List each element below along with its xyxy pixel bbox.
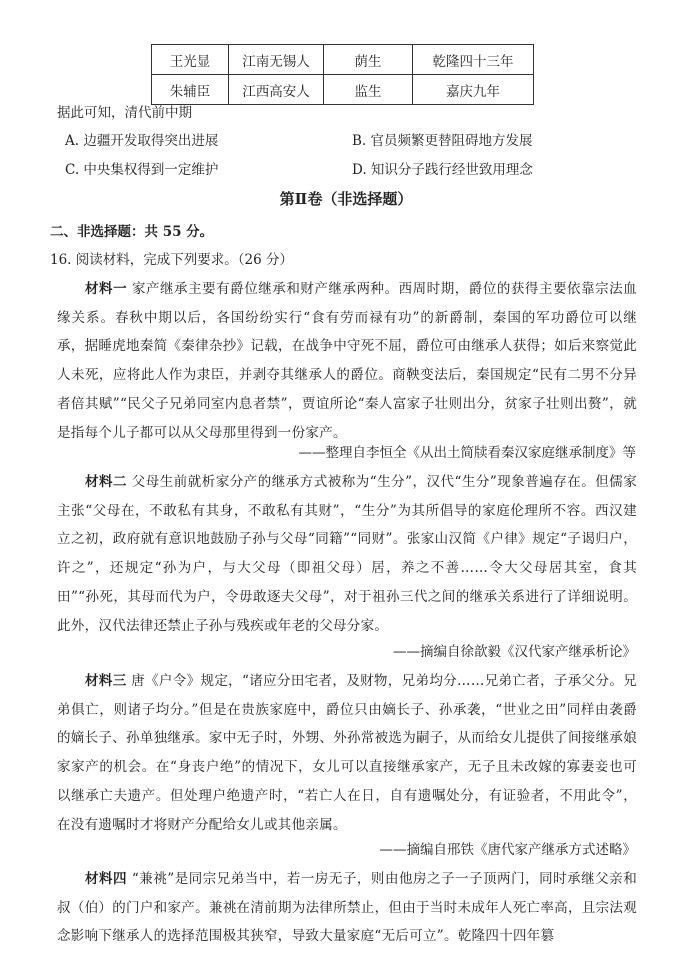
table-cell: 荫生	[324, 45, 413, 75]
material-label: 材料一	[85, 281, 128, 297]
material-3-source: ——摘编自邢铁《唐代家产继承方式述略》	[379, 842, 636, 858]
option-d: D. 知识分子践行经世致用理念	[352, 162, 533, 178]
option-a: A. 边疆开发取得突出进展	[65, 133, 219, 149]
material-3	[57, 667, 637, 839]
question-stem: 据此可知，清代前中期	[57, 105, 192, 121]
material-label: 材料四	[85, 871, 128, 887]
table-cell: 江西高安人	[229, 75, 324, 105]
option-b: B. 官员频繁更替阻碍地方发展	[352, 133, 533, 149]
table-cell: 王光显	[152, 45, 229, 75]
material-label: 材料三	[85, 673, 127, 689]
material-4	[57, 865, 637, 954]
material-text: “兼祧”是同宗兄弟当中，若一房无子，则由他房之子一子顶两门，同时承继父亲和叔（伯）的门户和家产。兼祧在清前期为法律所禁止，但由于当时未成年人死亡率高，且宗法观念影响下继承人的选择范围极其狭窄，导致大量家庭“无后可立”。乾隆四十四年篡	[57, 871, 637, 945]
table-cell: 江南无锡人	[229, 45, 324, 75]
table-cell: 朱辅臣	[152, 75, 229, 105]
material-label: 材料二	[85, 474, 127, 490]
material-text: 唐《户令》规定，“诸应分田宅者，及财物，兄弟均分……兄弟亡者，子承父分。兄弟俱亡，则诸子均分。”但是在贵族家庭中，爵位只由嫡长子、孙承袭，“世业之田”同样由袭爵的嫡长子、孙单独继承。家中无子时，外甥、外孙常被选为嗣子，从而给女儿提供了间接继承娘家家产的机会。在“身丧户绝”的情况下，女儿可以直接继承家产，无子且未改嫁的寡妻妾也可以继承亡夫遗产。但处理户绝遗产时，“若亡人在日，自有遗嘱处分，有证验者，不用此令”，在没有遗嘱时才将财产分配给女儿或其他亲属。	[57, 673, 637, 833]
table-row	[152, 75, 534, 105]
part-heading: 二、非选择题：共 55 分。	[50, 224, 214, 240]
table-cell: 监生	[324, 75, 413, 105]
section-title: 第Ⅱ卷（非选择题）	[279, 190, 413, 208]
question-16: 16. 阅读材料，完成下列要求。（26 分）	[50, 252, 293, 268]
officials-table	[151, 44, 534, 105]
material-2-source: ——摘编自徐歆毅《汉代家产继承析论》	[393, 644, 636, 660]
table-row	[152, 45, 534, 75]
option-c: C. 中央集权得到一定维护	[65, 162, 219, 178]
table-cell: 乾隆四十三年	[413, 45, 534, 75]
material-1-source: ——整理自李恒全《从出土简牍看秦汉家庭继承制度》等	[298, 445, 636, 461]
material-2	[57, 468, 637, 640]
material-text: 父母生前就析家分产的继承方式被称为“生分”，汉代“生分”现象普遍存在。但儒家主张“父母在，不敢私有其身，不敢私有其财”，“生分”为其所倡导的家庭伦理所不容。西汉建立之初，政府就有意识地鼓励子孙与父母“同籍”“同财”。张家山汉简《户律》规定“子谒归户，许之”，还规定“孙为户，与大父母（即祖父母）居，养之不善……令大父母居其室，食其田”“孙死，其母而代为户，令毋敢逐夫父母”，对于祖孙三代之间的继承关系进行了详细说明。此外，汉代法律还禁止子孙与残疾或年老的父母分家。	[57, 474, 637, 634]
material-1	[57, 275, 637, 447]
table-cell: 嘉庆九年	[413, 75, 534, 105]
material-text: 家产继承主要有爵位继承和财产继承两种。西周时期，爵位的获得主要依靠宗法血缘关系。春秋中期以后，各国纷纷实行“食有劳而禄有功”的新爵制，秦国的军功爵位可以继承，据睡虎地秦简《秦律杂抄》记载，在战争中守死不屈，爵位可由继承人获得；如后来察觉此人未死，应将此人作为隶臣，并剥夺其继承人的爵位。商鞅变法后，秦国规定“民有二男不分异者倍其赋”“民父子兄弟同室内息者禁”，贾谊所论“秦人富家子壮则出分，贫家子壮则出赘”，就是指每个儿子都可以从父母那里得到一份家产。	[57, 281, 637, 441]
